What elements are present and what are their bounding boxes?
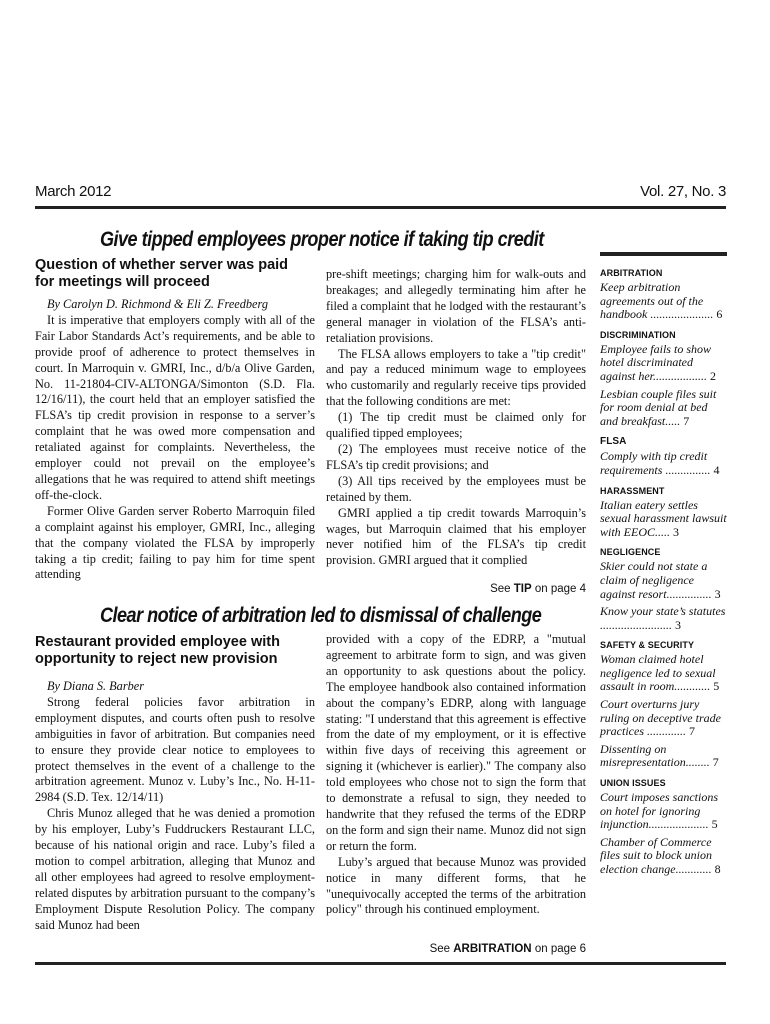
entry-page: 3: [673, 524, 680, 539]
entry-title: Comply with tip credit requirements: [600, 449, 708, 477]
article1-paragraph: (1) The tip credit must be claimed only for qualified tipped employees;: [326, 410, 586, 441]
entry-page: 5: [713, 679, 720, 694]
volume-number: Vol. 27, No. 3: [640, 183, 726, 200]
sidebar-category: HARASSMENT: [600, 485, 665, 496]
entry-text: Comply with tip credit requirements ............... 4: [600, 449, 720, 477]
article2-paragraph: Strong federal policies favor arbitration in employment disputes, and courts often push to resolve ambiguities in favor of arbitration. But companies need to ensure they provide clear notice to employees to protect themselves in the event of a challenge to the arbitration agreement. Munoz v. Luby’s Inc., No. H-11-2984 (S.D. Tex. 12/14/11): [35, 694, 315, 805]
article1-paragraph: pre-shift meetings; charging him for walk-outs and breakages; and allegedly terminating him after he filed a complaint that he lodged with the restaurant’s general manager in violation of the FLSA’s anti-retaliation provisions.: [326, 267, 586, 345]
article1-paragraph: Former Olive Garden server Roberto Marroquin filed a complaint against his employer, GMRI, Inc., alleging that the company violated the FLSA by improperly taking a tip credit; failing to pay him for time spent attending: [35, 503, 315, 582]
entry-text: Keep arbitration agreements out of the handbook ..................... 6: [600, 280, 723, 322]
see-prefix: See: [490, 583, 511, 595]
sidebar-entry[interactable]: [600, 836, 727, 877]
sidebar-section: [600, 436, 727, 477]
entry-text: Chamber of Commerce files suit to block union election change............ 8: [600, 834, 721, 876]
article1-paragraph: (3) All tips received by the employees must be retained by them.: [326, 473, 586, 504]
contents-sidebar: [600, 268, 727, 877]
sidebar-section: [600, 330, 727, 429]
sidebar-entry[interactable]: [600, 605, 727, 632]
sidebar-category: UNION ISSUES: [600, 778, 666, 789]
entry-text: Know your state’s statutes ........................ 3: [600, 604, 726, 632]
entry-title: Know your state’s statutes: [600, 604, 726, 619]
article1-headline: Give tipped employees proper notice if taking tip credit: [100, 228, 544, 251]
sidebar-entry[interactable]: [600, 791, 727, 832]
entry-title: Italian eatery settles sexual harassment lawsuit with EEOC: [600, 497, 727, 539]
sidebar-category: DISCRIMINATION: [600, 329, 676, 340]
entry-title: Lesbian couple files suit for room denial at bed and breakfast: [600, 386, 717, 428]
entry-page: 4: [713, 462, 720, 477]
sidebar-category: NEGLIGENCE: [600, 547, 661, 558]
entry-text: Lesbian couple files suit for room denial at bed and breakfast..... 7: [600, 386, 717, 428]
entry-title: Dissenting on misrepresentation: [600, 741, 686, 770]
entry-page: 2: [710, 368, 717, 383]
footer-rule: [35, 962, 726, 965]
article1-column1: [35, 297, 315, 583]
continuation-page: on page 6: [534, 943, 586, 955]
sidebar-category: ARBITRATION: [600, 268, 663, 278]
entry-page: 5: [711, 817, 718, 832]
entry-text: Woman claimed hotel negligence led to sexual assault in room............ 5: [600, 652, 720, 694]
article2-paragraph: Chris Munoz alleged that he was denied a promotion by his employer, Luby’s Fuddruckers Restaurant LLC, because of his national origin and race. Luby’s filed a motion to compel arbitration, alleging that Munoz and all other employees had agreed to resolve employment-related disputes by arbitration pursuant to the company’s Employment Dispute Resolution Policy. The company said Munoz had been: [35, 806, 315, 932]
sidebar-entry[interactable]: [600, 388, 727, 429]
continuation-keyword: ARBITRATION: [453, 943, 532, 955]
entry-page: 7: [683, 413, 690, 428]
article1-paragraph: It is imperative that employers comply with all of the Fair Labor Standards Act’s requirements, and be able to provide proof of adherence to protect themselves in court. In Marroquin v. GMRI, Inc., d/b/a Olive Garden, No. 11-21804-CIV-ALTONGA/Simonton (S.D. Fla. 12/16/11), the court held that an employer satisfied the FLSA’s tip credit provision in response to a server’s complaint that he was owed more compensation and retaliated against for complaints. Nevertheless, the employer could not prevail on the employee’s allegations that he was required to attend shift meetings off-the-clock.: [35, 312, 315, 502]
entry-title: Court overturns jury ruling on deceptive trade practices: [600, 697, 721, 739]
article1-continuation[interactable]: [490, 583, 586, 595]
article2-headline: Clear notice of arbitration led to dismissal of challenge: [100, 604, 542, 627]
article1-paragraph: (2) The employees must receive notice of the FLSA’s tip credit provisions; and: [326, 441, 586, 472]
header-rule: [35, 206, 726, 209]
issue-date: March 2012: [35, 183, 112, 200]
sidebar-section: [600, 778, 727, 877]
sidebar-section: [600, 486, 727, 540]
sidebar-section: [600, 268, 727, 322]
continuation-keyword: TIP: [513, 583, 532, 595]
entry-page: 7: [712, 755, 719, 770]
sidebar-entry[interactable]: [600, 450, 727, 477]
entry-title: Chamber of Commerce files suit to block union election change: [600, 834, 712, 876]
entry-text: Dissenting on misrepresentation........ 7: [600, 741, 719, 770]
entry-page: 8: [714, 862, 721, 876]
article1-paragraph: GMRI applied a tip credit towards Marroquin’s wages, but Marroquin claimed that his employer never notified him of the FLSA’s tip credit provision. GMRI argued that it complied: [326, 505, 586, 568]
entry-title: Woman claimed hotel negligence led to sexual assault in room: [600, 652, 716, 694]
entry-text: Court imposes sanctions on hotel for ignoring injunction.................... 5: [600, 790, 719, 832]
article1-paragraph: The FLSA allows employers to take a "tip credit" and pay a reduced minimum wage to employees who customarily and regularly receive tips provided that the following conditions are met:: [326, 346, 586, 409]
article1-byline: By Carolyn D. Richmond & Eli Z. Freedberg: [47, 297, 268, 311]
entry-text: Italian eatery settles sexual harassment lawsuit with EEOC..... 3: [600, 497, 727, 539]
article2-paragraph: provided with a copy of the EDRP, a "mutual agreement to arbitrate form to sign, and was given an opportunity to ask questions about the policy. The employee handbook also contained information about the company’s EDRP, along with language stating: "I understand that this agreement is effective from the date of my employment, or it is effective within five days of receiving this agreement or signing it (whichever is earlier)." The company also told employees who chose not to sign the form that to demonstrate a refusal to sign, they needed to handwrite that they refused the terms of the EDRP on the form and sign their name. Munoz did not sign or return the form.: [326, 632, 586, 853]
entry-title: Court imposes sanctions on hotel for ignoring injunction: [600, 790, 719, 832]
entry-text: Skier could not state a claim of negligence against resort............... 3: [600, 559, 721, 601]
article2-paragraph: Luby’s argued that because Munoz was provided notice in many different forms, that he "unequivocally accepted the terms of the arbitration policy" through his continued employment.: [326, 854, 586, 917]
entry-page: 7: [689, 724, 695, 739]
sidebar-entry[interactable]: [600, 653, 727, 694]
sidebar-category: FLSA: [600, 436, 627, 448]
entry-page: 6: [716, 307, 723, 322]
article2-column2: [326, 632, 586, 918]
entry-text: Employee fails to show hotel discriminated against her.................. 2: [600, 341, 717, 383]
sidebar-entry[interactable]: [600, 343, 727, 384]
sidebar-entry[interactable]: [600, 560, 727, 601]
entry-page: 3: [675, 617, 681, 632]
sidebar-category: SAFETY & SECURITY: [600, 640, 695, 651]
sidebar-section: [600, 640, 727, 770]
sidebar-entry[interactable]: [600, 499, 727, 540]
entry-title: Skier could not state a claim of negligence against resort: [600, 559, 708, 601]
entry-page: 3: [714, 586, 721, 601]
article1-subhead: Question of whether server was paid for meetings will proceed: [35, 257, 289, 290]
continuation-page: on page 4: [534, 583, 586, 595]
sidebar-top-rule: [600, 252, 727, 256]
sidebar-entry[interactable]: [600, 743, 727, 770]
article1-column2: [326, 267, 586, 569]
sidebar-entry[interactable]: [600, 698, 727, 739]
entry-text: Court overturns jury ruling on deceptive trade practices ............. 7: [600, 697, 721, 739]
see-prefix: See: [429, 943, 451, 955]
article2-column1: [35, 679, 315, 934]
entry-title: Employee fails to show hotel discriminated against her: [600, 341, 711, 383]
entry-title: Keep arbitration agreements out of the handbook: [600, 280, 704, 322]
sidebar-section: [600, 547, 727, 632]
article2-byline: By Diana S. Barber: [47, 679, 144, 693]
article2-subhead: Restaurant provided employee with opportunity to reject new provision: [35, 634, 280, 667]
article2-continuation[interactable]: [430, 943, 586, 955]
sidebar-entry[interactable]: [600, 281, 727, 322]
